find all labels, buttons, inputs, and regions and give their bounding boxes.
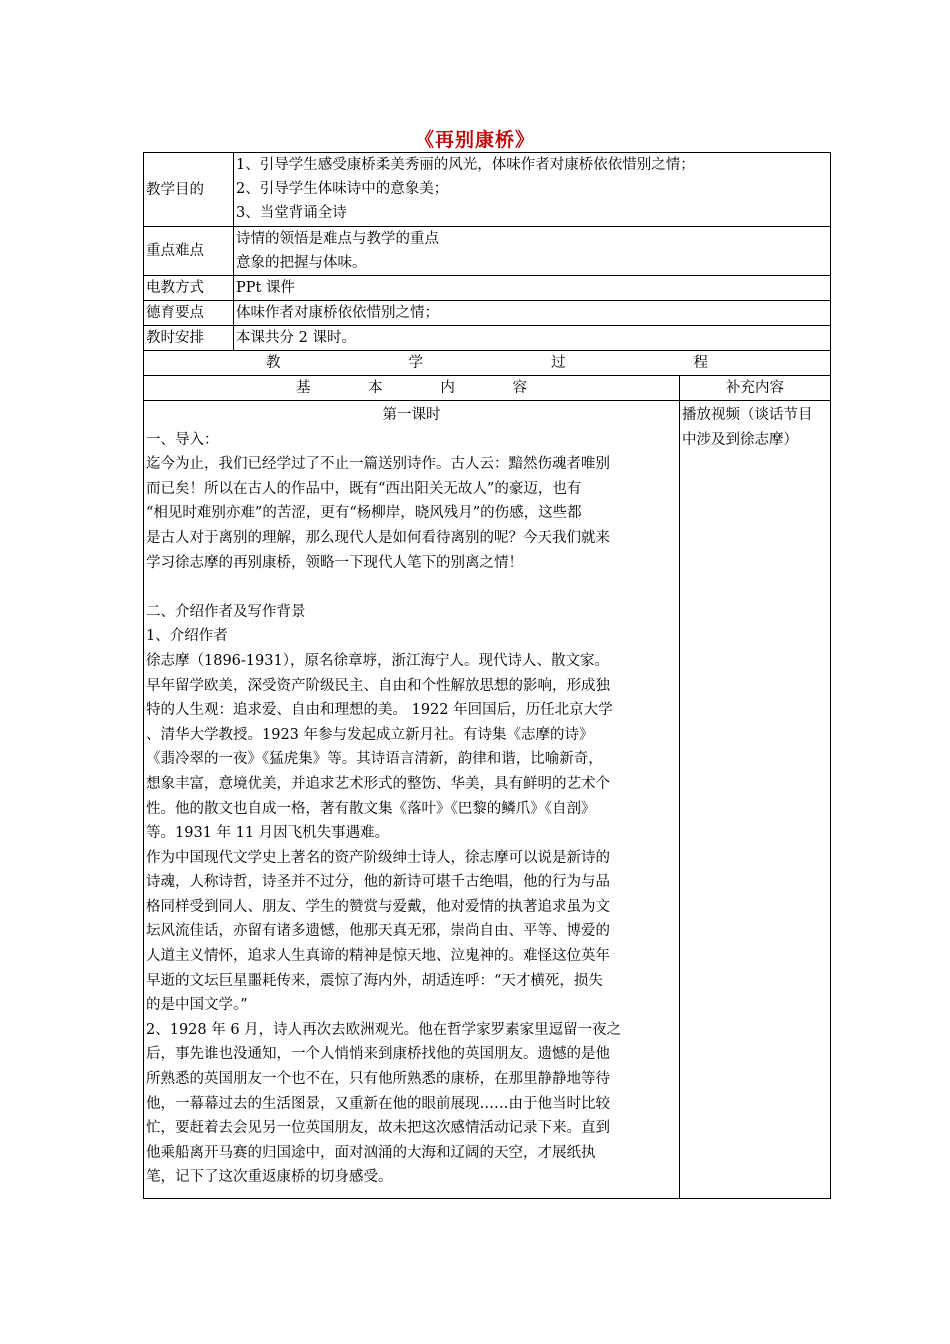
content-line: 格同样受到同人、朋友、学生的赞赏与爱戴，他对爱情的执著追求虽为文	[146, 898, 610, 915]
content-line: 等。1931 年 11 月因飞机失事遇难。	[146, 825, 390, 842]
content-line: “相见时难别亦难”的苦涩，更有“杨柳岸，晓风残月”的伤感，这些都	[146, 505, 582, 522]
supplement-header: 补充内容	[680, 376, 831, 401]
difficulty-label: 重点难点	[144, 227, 234, 276]
content-line: 想象丰富，意境优美，并追求艺术形式的整饬、华美，具有鲜明的艺术个	[146, 775, 610, 792]
process-header-char: 学	[408, 355, 423, 371]
content-line: 早逝的文坛巨星噩耗传来，震惊了海内外，胡适连呼：“天才横死，损失	[146, 972, 603, 989]
supplement-content	[680, 401, 831, 1199]
content-line: 而已矣！所以在古人的作品中，既有“西出阳关无故人”的豪迈，也有	[146, 480, 582, 497]
basic-header-char: 本	[368, 380, 383, 396]
content-line: 1、介绍作者	[146, 628, 228, 645]
content-line: 忙，要赶着去会见另一位英国朋友，故未把这次感情活动记录下来。直到	[146, 1120, 610, 1137]
content-line: 诗魂，人称诗哲，诗圣并不过分，他的新诗可堪千古绝唱，他的行为与品	[146, 874, 610, 891]
difficulty-line: 意象的把握与体味。	[236, 255, 367, 271]
content-line: 人道主义情怀，追求人生真谛的精神是惊天地、泣鬼神的。难怪这位英年	[146, 948, 610, 965]
media-value: PPt 课件	[234, 276, 831, 301]
time-label: 教时安排	[144, 326, 234, 351]
basic-content-header	[144, 376, 680, 401]
content-line: 笔，记下了这次重返康桥的切身感受。	[146, 1169, 393, 1186]
main-content	[144, 401, 680, 1199]
lesson-heading: 第一课时	[382, 407, 441, 423]
content-line: 他，一幕幕过去的生活图景，又重新在他的眼前展现……由于他当时比较	[146, 1095, 610, 1112]
content-line: 坛风流佳话，亦留有诸多遗憾，他那天真无邪，崇尚自由、平等、博爱的	[146, 923, 610, 940]
content-line: 是古人对于离别的理解，那么现代人是如何看待离别的呢？今天我们就来	[146, 529, 610, 546]
goal-line: 1、引导学生感受康桥柔美秀丽的风光，体味作者对康桥依依惜别之情；	[236, 157, 695, 173]
content-line: 迄今为止，我们已经学过了不止一篇送别诗作。古人云：黯然伤魂者唯别	[146, 456, 610, 473]
content-line: 《翡冷翠的一夜》《猛虎集》等。其诗语言清新，韵律和谐，比喻新奇，	[146, 751, 603, 768]
goal-line: 3、当堂背诵全诗	[236, 205, 347, 221]
goal-label: 教学目的	[144, 153, 234, 227]
process-header-char: 程	[693, 355, 708, 371]
basic-header-char: 基	[296, 380, 311, 396]
process-header-char: 过	[551, 355, 566, 371]
goal-content	[234, 153, 831, 227]
content-line: 、清华大学教授。1923 年参与发起成立新月社。有诗集《志摩的诗》	[146, 726, 594, 743]
media-label: 电教方式	[144, 276, 234, 301]
basic-header-char: 容	[512, 380, 527, 396]
content-line: 二、介绍作者及写作背景	[146, 603, 306, 620]
process-header	[144, 351, 831, 376]
content-line: 后，事先谁也没通知，一个人悄悄来到康桥找他的英国朋友。遗憾的是他	[146, 1046, 610, 1063]
supplement-line: 中涉及到徐志摩）	[682, 431, 798, 448]
content-line: 2、1928 年 6 月，诗人再次去欧洲观光。他在哲学家罗素家里逗留一夜之	[146, 1021, 622, 1038]
content-line: 徐志摩（1896-1931），原名徐章垿，浙江海宁人。现代诗人、散文家。	[146, 652, 609, 669]
content-line: 他乘船离开马赛的归国途中，面对汹涌的大海和辽阔的天空，才展纸执	[146, 1144, 596, 1161]
content-line: 的是中国文学。”	[146, 997, 248, 1014]
content-line: 特的人生观：追求爱、自由和理想的美。 1922 年回国后，历任北京大学	[146, 702, 613, 719]
process-header-char: 教	[266, 355, 281, 371]
content-lines	[146, 428, 677, 1190]
goal-line: 2、引导学生体味诗中的意象美；	[236, 181, 449, 197]
moral-label: 德育要点	[144, 301, 234, 326]
difficulty-content	[234, 227, 831, 276]
content-line: 性。他的散文也自成一格，著有散文集《落叶》《巴黎的鳞爪》《自剖》	[146, 800, 596, 817]
document-title: 《再别康桥》	[414, 129, 535, 151]
lesson-plan-table	[143, 152, 831, 1199]
content-line: 所熟悉的英国朋友一个也不在，只有他所熟悉的康桥，在那里静静地等待	[146, 1071, 610, 1088]
content-line: 作为中国现代文学史上著名的资产阶级绅士诗人，徐志摩可以说是新诗的	[146, 849, 610, 866]
supplement-line: 播放视频（谈话节目	[682, 407, 813, 423]
time-value: 本课共分 2 课时。	[234, 326, 831, 351]
content-line: 早年留学欧美，深受资产阶级民主、自由和个性解放思想的影响，形成独	[146, 677, 610, 694]
moral-value: 体味作者对康桥依依惜别之情；	[234, 301, 831, 326]
difficulty-line: 诗情的领悟是难点与教学的重点	[236, 231, 439, 247]
content-line	[146, 575, 677, 600]
content-line: 学习徐志摩的再别康桥，领略一下现代人笔下的别离之情！	[146, 554, 523, 571]
basic-header-char: 内	[440, 380, 455, 396]
content-line: 一、导入：	[146, 431, 219, 448]
